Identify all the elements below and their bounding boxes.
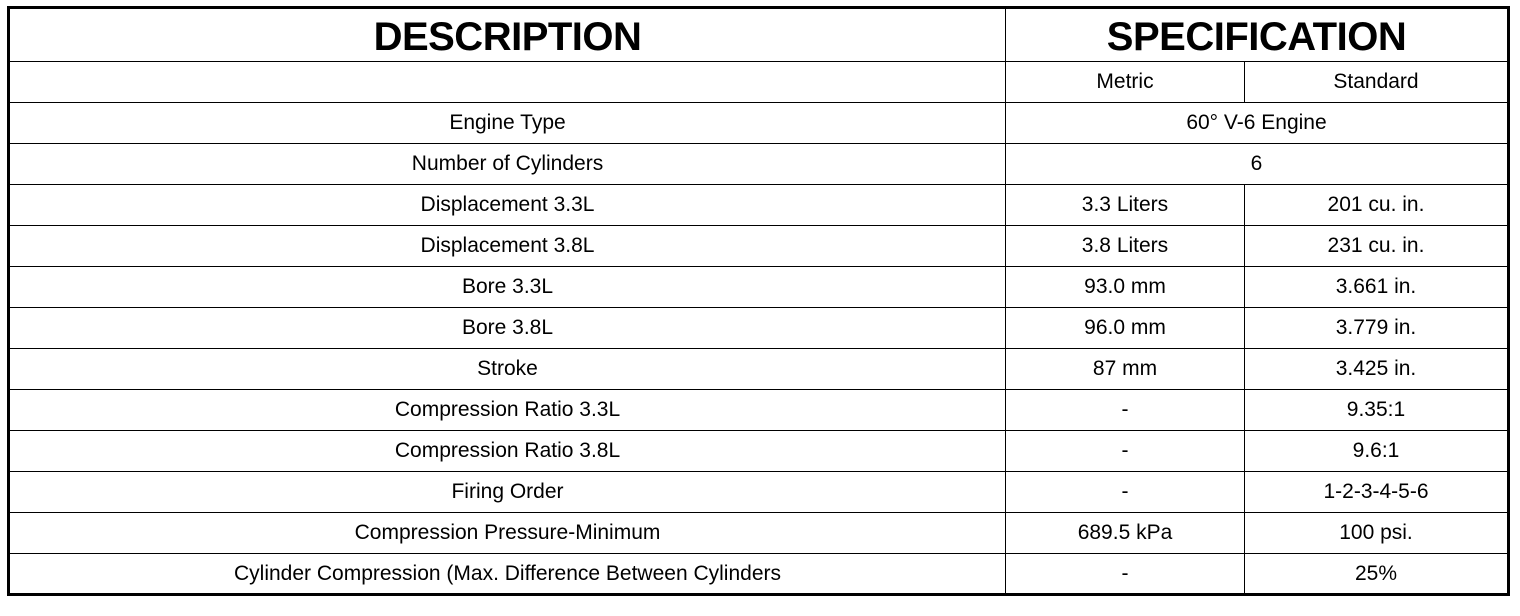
table-row: [9, 349, 1509, 390]
metric-cell: 689.5 kPa: [1006, 513, 1245, 554]
metric-cell: 96.0 mm: [1006, 308, 1245, 349]
metric-cell: -: [1006, 554, 1245, 595]
standard-cell: 3.425 in.: [1245, 349, 1509, 390]
description-header: DESCRIPTION: [9, 8, 1006, 62]
metric-cell: 3.8 Liters: [1006, 226, 1245, 267]
description-cell: Cylinder Compression (Max. Difference Between Cylinders: [9, 554, 1006, 595]
standard-cell: 9.6:1: [1245, 431, 1509, 472]
metric-header: Metric: [1006, 62, 1245, 103]
metric-cell: 93.0 mm: [1006, 267, 1245, 308]
description-cell: Firing Order: [9, 472, 1006, 513]
specification-header: SPECIFICATION: [1006, 8, 1509, 62]
description-cell: Bore 3.8L: [9, 308, 1006, 349]
table-row: [9, 513, 1509, 554]
standard-cell: 231 cu. in.: [1245, 226, 1509, 267]
table-row: [9, 472, 1509, 513]
table-row: [9, 554, 1509, 595]
table-row: [9, 308, 1509, 349]
metric-cell: 3.3 Liters: [1006, 185, 1245, 226]
unit-header-row: [9, 62, 1509, 103]
description-cell: Compression Pressure-Minimum: [9, 513, 1006, 554]
standard-cell: 25%: [1245, 554, 1509, 595]
description-cell: Engine Type: [9, 103, 1006, 144]
standard-cell: 1-2-3-4-5-6: [1245, 472, 1509, 513]
description-cell: Stroke: [9, 349, 1006, 390]
description-cell: Bore 3.3L: [9, 267, 1006, 308]
table-row: [9, 185, 1509, 226]
description-cell: Compression Ratio 3.3L: [9, 390, 1006, 431]
standard-cell: 201 cu. in.: [1245, 185, 1509, 226]
blank-header-cell: [9, 62, 1006, 103]
table-row: [9, 390, 1509, 431]
description-cell: Displacement 3.3L: [9, 185, 1006, 226]
standard-cell: 100 psi.: [1245, 513, 1509, 554]
description-cell: Compression Ratio 3.8L: [9, 431, 1006, 472]
table-row: [9, 267, 1509, 308]
engine-spec-table: [7, 6, 1510, 596]
description-cell: Number of Cylinders: [9, 144, 1006, 185]
header-row: [9, 8, 1509, 62]
table-row: [9, 431, 1509, 472]
standard-header: Standard: [1245, 62, 1509, 103]
combined-spec-cell: 60° V-6 Engine: [1006, 103, 1509, 144]
description-cell: Displacement 3.8L: [9, 226, 1006, 267]
standard-cell: 3.779 in.: [1245, 308, 1509, 349]
metric-cell: -: [1006, 472, 1245, 513]
table-row: [9, 103, 1509, 144]
table-row: [9, 144, 1509, 185]
combined-spec-cell: 6: [1006, 144, 1509, 185]
standard-cell: 9.35:1: [1245, 390, 1509, 431]
metric-cell: -: [1006, 390, 1245, 431]
metric-cell: -: [1006, 431, 1245, 472]
standard-cell: 3.661 in.: [1245, 267, 1509, 308]
table-row: [9, 226, 1509, 267]
metric-cell: 87 mm: [1006, 349, 1245, 390]
